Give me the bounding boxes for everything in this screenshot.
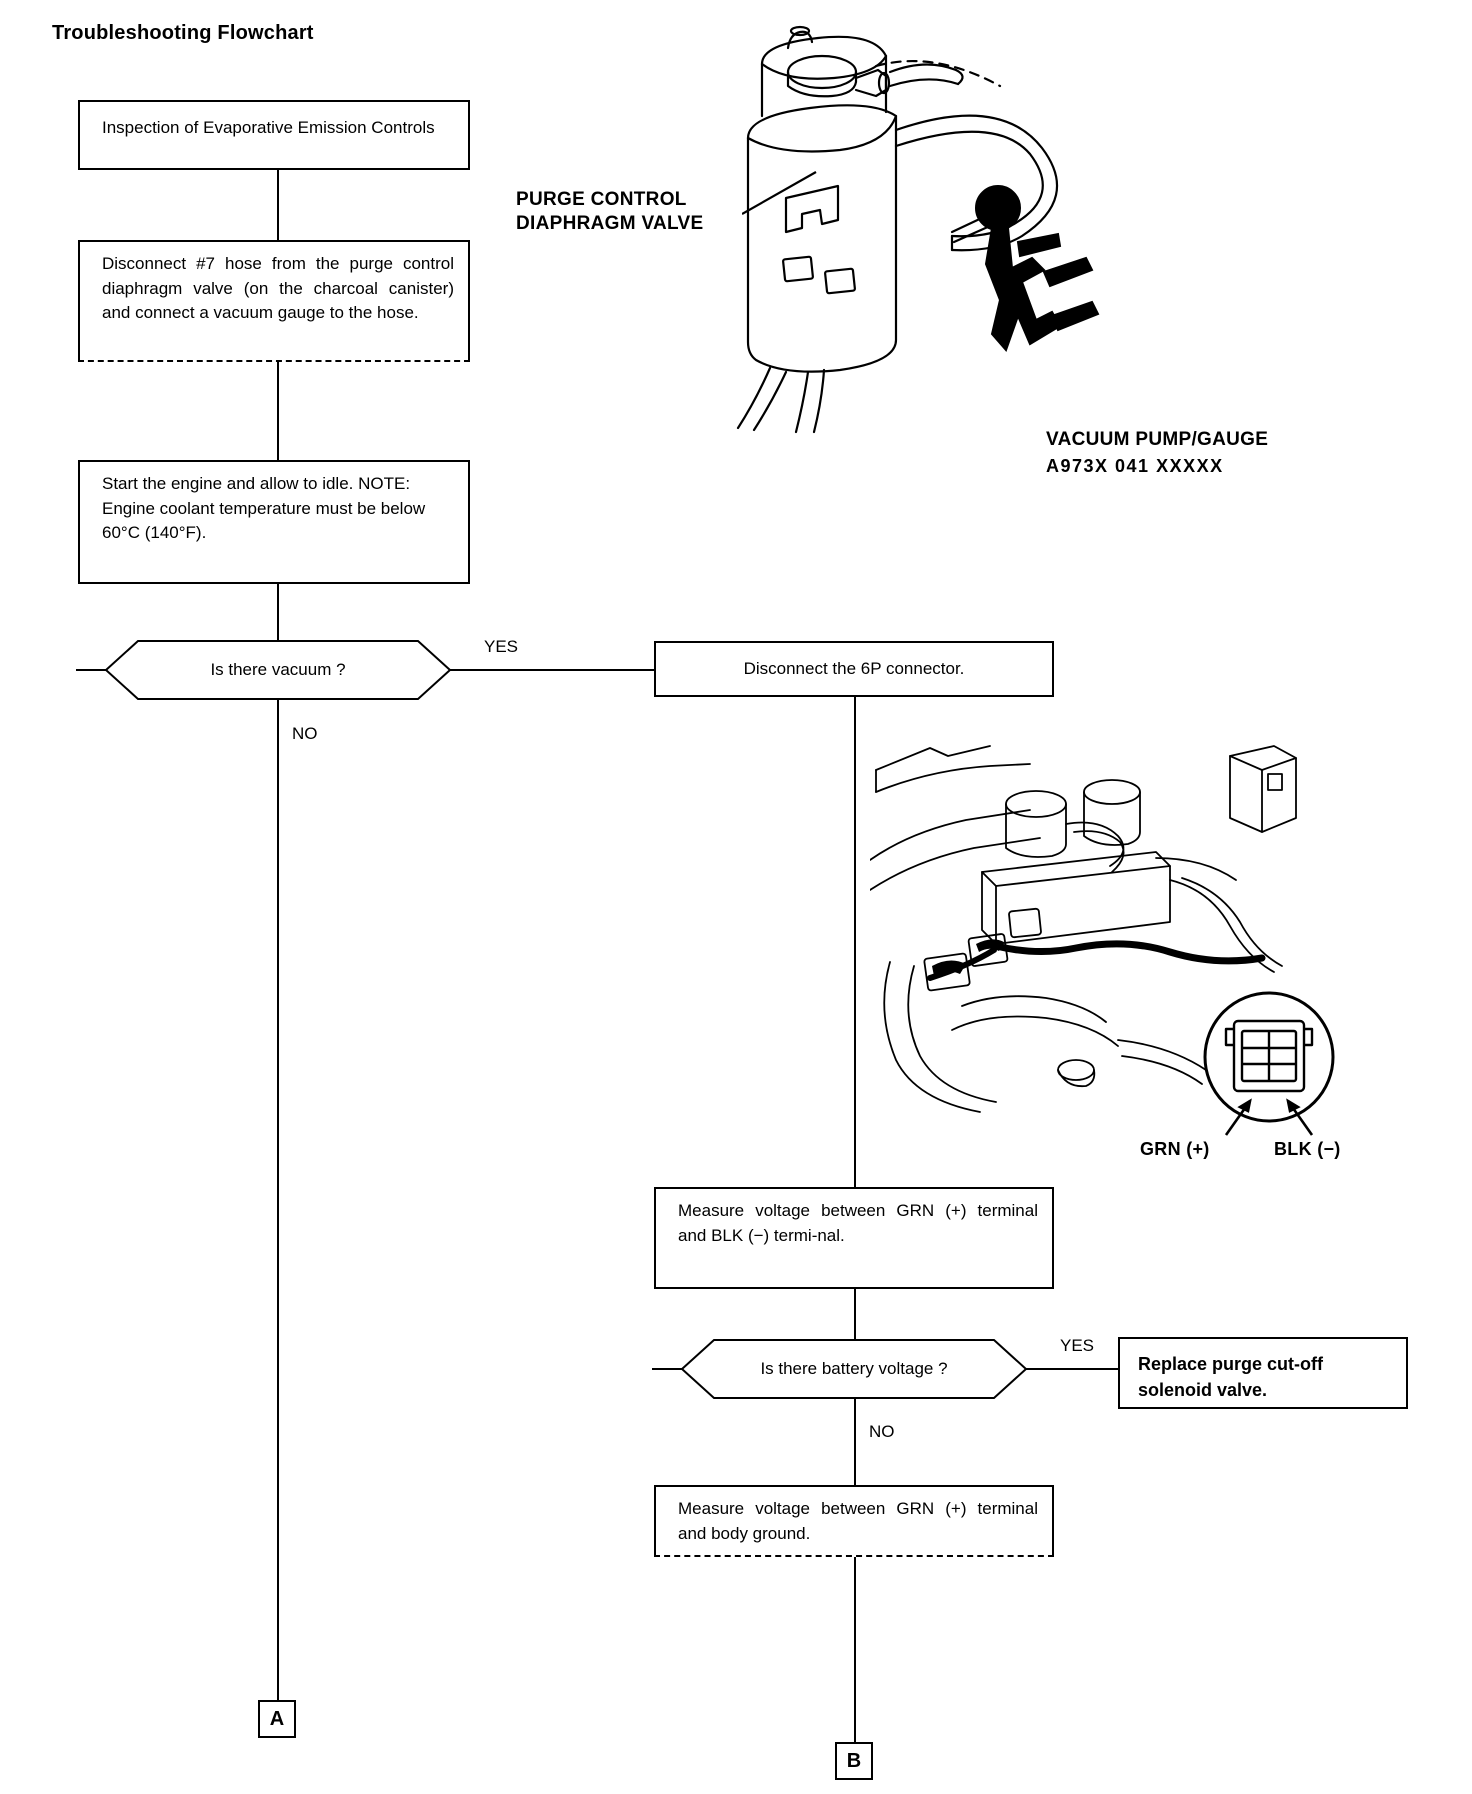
connector-vacuum-yes [480, 669, 654, 671]
connector-measure-to-batteryq [854, 1289, 856, 1339]
callout-purge-control-diaphragm-valve [516, 188, 703, 236]
flow-terminator-b [835, 1742, 873, 1780]
callout-tool-part-number: A973X 041 XXXXX [1046, 456, 1224, 476]
callout-vacuum-pump-gauge [1046, 428, 1268, 452]
flow-decision-battery-label: Is there battery voltage ? [760, 1359, 948, 1378]
branch-label-vacuum-yes: YES [484, 637, 519, 656]
callout-purge-line1: PURGE CONTROL [516, 189, 687, 210]
branch-label-battery-no: NO [869, 1422, 895, 1441]
illustration-charcoal-canister [700, 20, 1260, 440]
flow-decision-vacuum-label: Is there vacuum ? [210, 660, 346, 679]
connector-battery-no [854, 1399, 856, 1485]
flow-node-replace-solenoid [1118, 1337, 1408, 1409]
flow-decision-vacuum [76, 640, 480, 700]
callout-leader-purge-valve [742, 170, 822, 218]
connector-disconnect-to-startengine [277, 362, 279, 460]
branch-label-battery-yes: YES [1060, 1336, 1095, 1355]
flow-decision-battery [652, 1339, 1056, 1399]
flow-node-measure-grn-blk [654, 1187, 1054, 1289]
flow-node-disconnect-hose-label: Disconnect #7 hose from the purge control diaphragm valve (on the charcoal canister) and connect a vacuum gauge to the hose. [102, 254, 454, 323]
callout-tool-name: VACUUM PUMP/GAUGE [1046, 429, 1269, 450]
connector-startengine-to-vacuumq [277, 584, 279, 640]
branch-label-vacuum-no: NO [292, 724, 318, 743]
connector-6p-to-measure [854, 697, 856, 1187]
connector-start-to-disconnect [277, 170, 279, 240]
flow-node-inspection-label: Inspection of Evaporative Emission Controls [102, 118, 435, 137]
page-title: Troubleshooting Flowchart [52, 22, 314, 44]
callout-purge-line2: DIAPHRAGM VALVE [516, 212, 704, 234]
flow-node-disconnect-6p-label: Disconnect the 6P connector. [743, 659, 965, 678]
flow-node-disconnect-6p [654, 641, 1054, 697]
connector-measure-body-to-b [854, 1557, 856, 1742]
connector-vacuum-no [277, 700, 279, 1700]
flow-node-disconnect-hose [78, 240, 470, 362]
flow-node-inspection [78, 100, 470, 170]
flow-terminator-b-label: B [846, 1749, 862, 1772]
flow-terminator-a-label: A [269, 1707, 285, 1730]
flow-node-measure-grn-body [654, 1485, 1054, 1557]
flow-node-measure-grn-body-label: Measure voltage between GRN (+) terminal and body ground. [678, 1499, 1038, 1543]
flow-node-start-engine [78, 460, 470, 584]
flow-node-start-engine-label: Start the engine and allow to idle. NOTE: Engine coolant temperature must be below 60°C (140°F). [102, 474, 426, 543]
label-blk-negative: BLK (−) [1274, 1139, 1341, 1159]
flow-node-replace-solenoid-label: Replace purge cut-off solenoid valve. [1138, 1354, 1324, 1401]
flow-terminator-a [258, 1700, 296, 1738]
illustration-6p-connector-detail [1184, 985, 1354, 1155]
label-grn-positive: GRN (+) [1140, 1139, 1210, 1159]
flow-node-measure-grn-blk-label: Measure voltage between GRN (+) terminal and BLK (−) termi-nal. [678, 1201, 1038, 1245]
connector-battery-yes [1056, 1368, 1118, 1370]
